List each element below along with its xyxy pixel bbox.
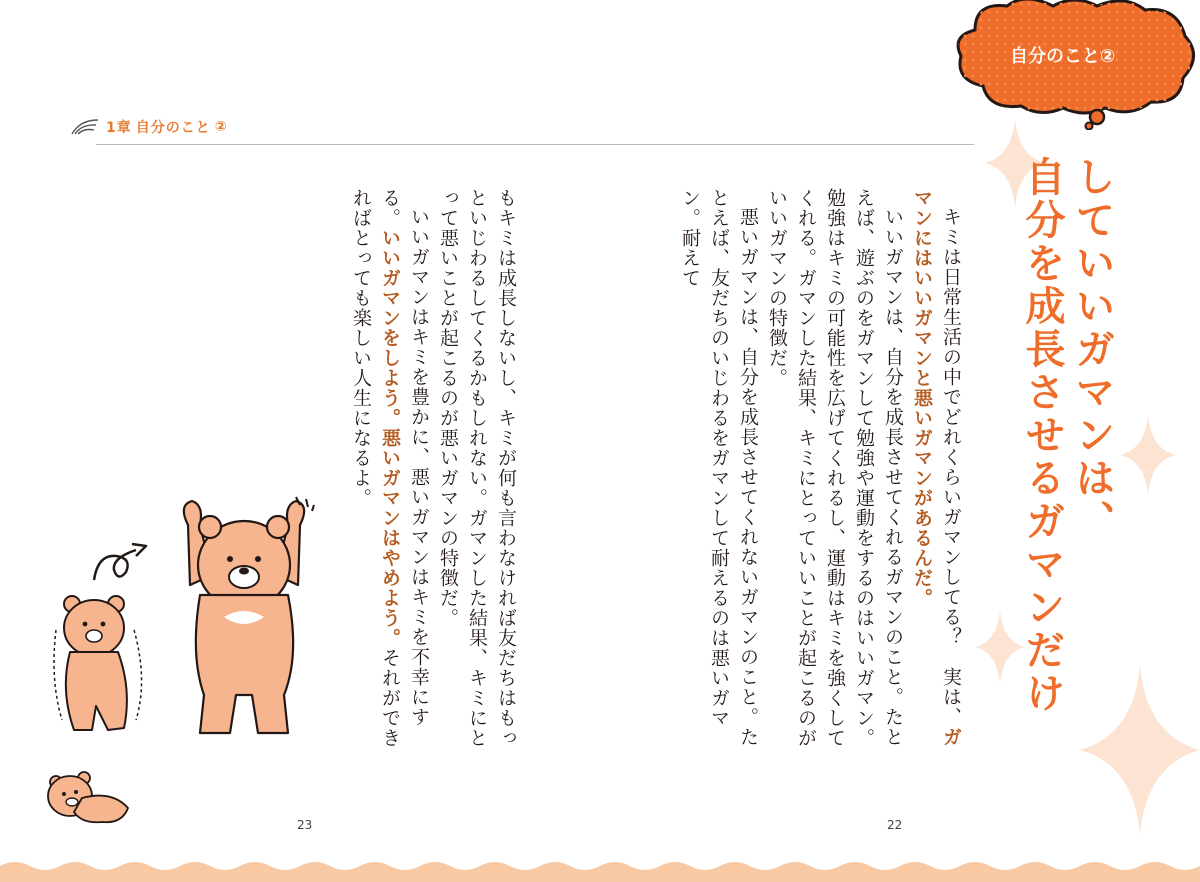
arrow-icon bbox=[88, 540, 158, 590]
paragraph: 悪いガマンは、自分を成長させてくれないガマンのこと。たとえば、友だちのいじわるをガマンして耐えるのは悪いガマン。耐えて bbox=[679, 188, 759, 747]
bear-illustration-small bbox=[52, 590, 152, 740]
page-number-left: 23 bbox=[297, 818, 313, 832]
sparkle-icon bbox=[975, 610, 1025, 684]
section-badge-label: 自分のこと② bbox=[1010, 46, 1116, 67]
paragraph: もキミは成長しないし、キミが何も言わなければ友だちはもっといじわるしてくるかもしれない。ガマンした結果、キミにとって悪いことが起こるのが悪いガマンの特徴だ。 bbox=[437, 188, 517, 748]
page-number-right: 22 bbox=[887, 818, 903, 832]
bear-illustration-lying bbox=[42, 768, 132, 828]
bear-illustration-cheering bbox=[160, 495, 320, 745]
article-title bbox=[1019, 156, 1115, 716]
lead-text: キミは日常生活の中でどれくらいガマンしてる？ 実は、 bbox=[940, 207, 962, 727]
chapter-section-number: ② bbox=[214, 119, 228, 135]
body-text: それができればとっても楽しい人生になるよ。 bbox=[350, 188, 401, 748]
title-line-1: していいガマンは、 bbox=[1069, 156, 1115, 543]
sparkle-icon bbox=[1120, 415, 1176, 495]
body-text: いいガマンはキミを豊かに、悪いガマンはキミを不幸にする。 bbox=[379, 188, 430, 727]
paragraph bbox=[907, 188, 965, 753]
bottom-wave-border bbox=[0, 858, 1200, 882]
paragraph: いいガマンは、自分を成長させてくれるガマンのこと。たとえば、遊ぶのをガマンして勉強や運動をするのはいいガマン。勉強はキミの可能性を広げてくれるし、運動はキミを強くしてくれる。ガマンした結果、キミにとっていいことが起こるのがいいガマンの特徴だ。 bbox=[766, 188, 904, 748]
chapter-title: 自分のこと bbox=[135, 120, 211, 136]
header-rule bbox=[96, 144, 974, 145]
chapter-number: 1章 bbox=[106, 120, 132, 136]
emphasis-text: いいガマンをしよう。悪いガマンはやめよう。 bbox=[379, 228, 401, 648]
running-header bbox=[70, 112, 228, 142]
left-page-body bbox=[310, 188, 520, 753]
wing-icon bbox=[70, 116, 102, 138]
emphasis-text: ガマンにはいいガマンと悪いガマンがあるんだ。 bbox=[911, 188, 962, 747]
title-line-2: 自分を成長させるガマンだけ bbox=[1019, 156, 1065, 715]
right-page-body bbox=[679, 188, 965, 753]
paragraph bbox=[346, 188, 433, 753]
